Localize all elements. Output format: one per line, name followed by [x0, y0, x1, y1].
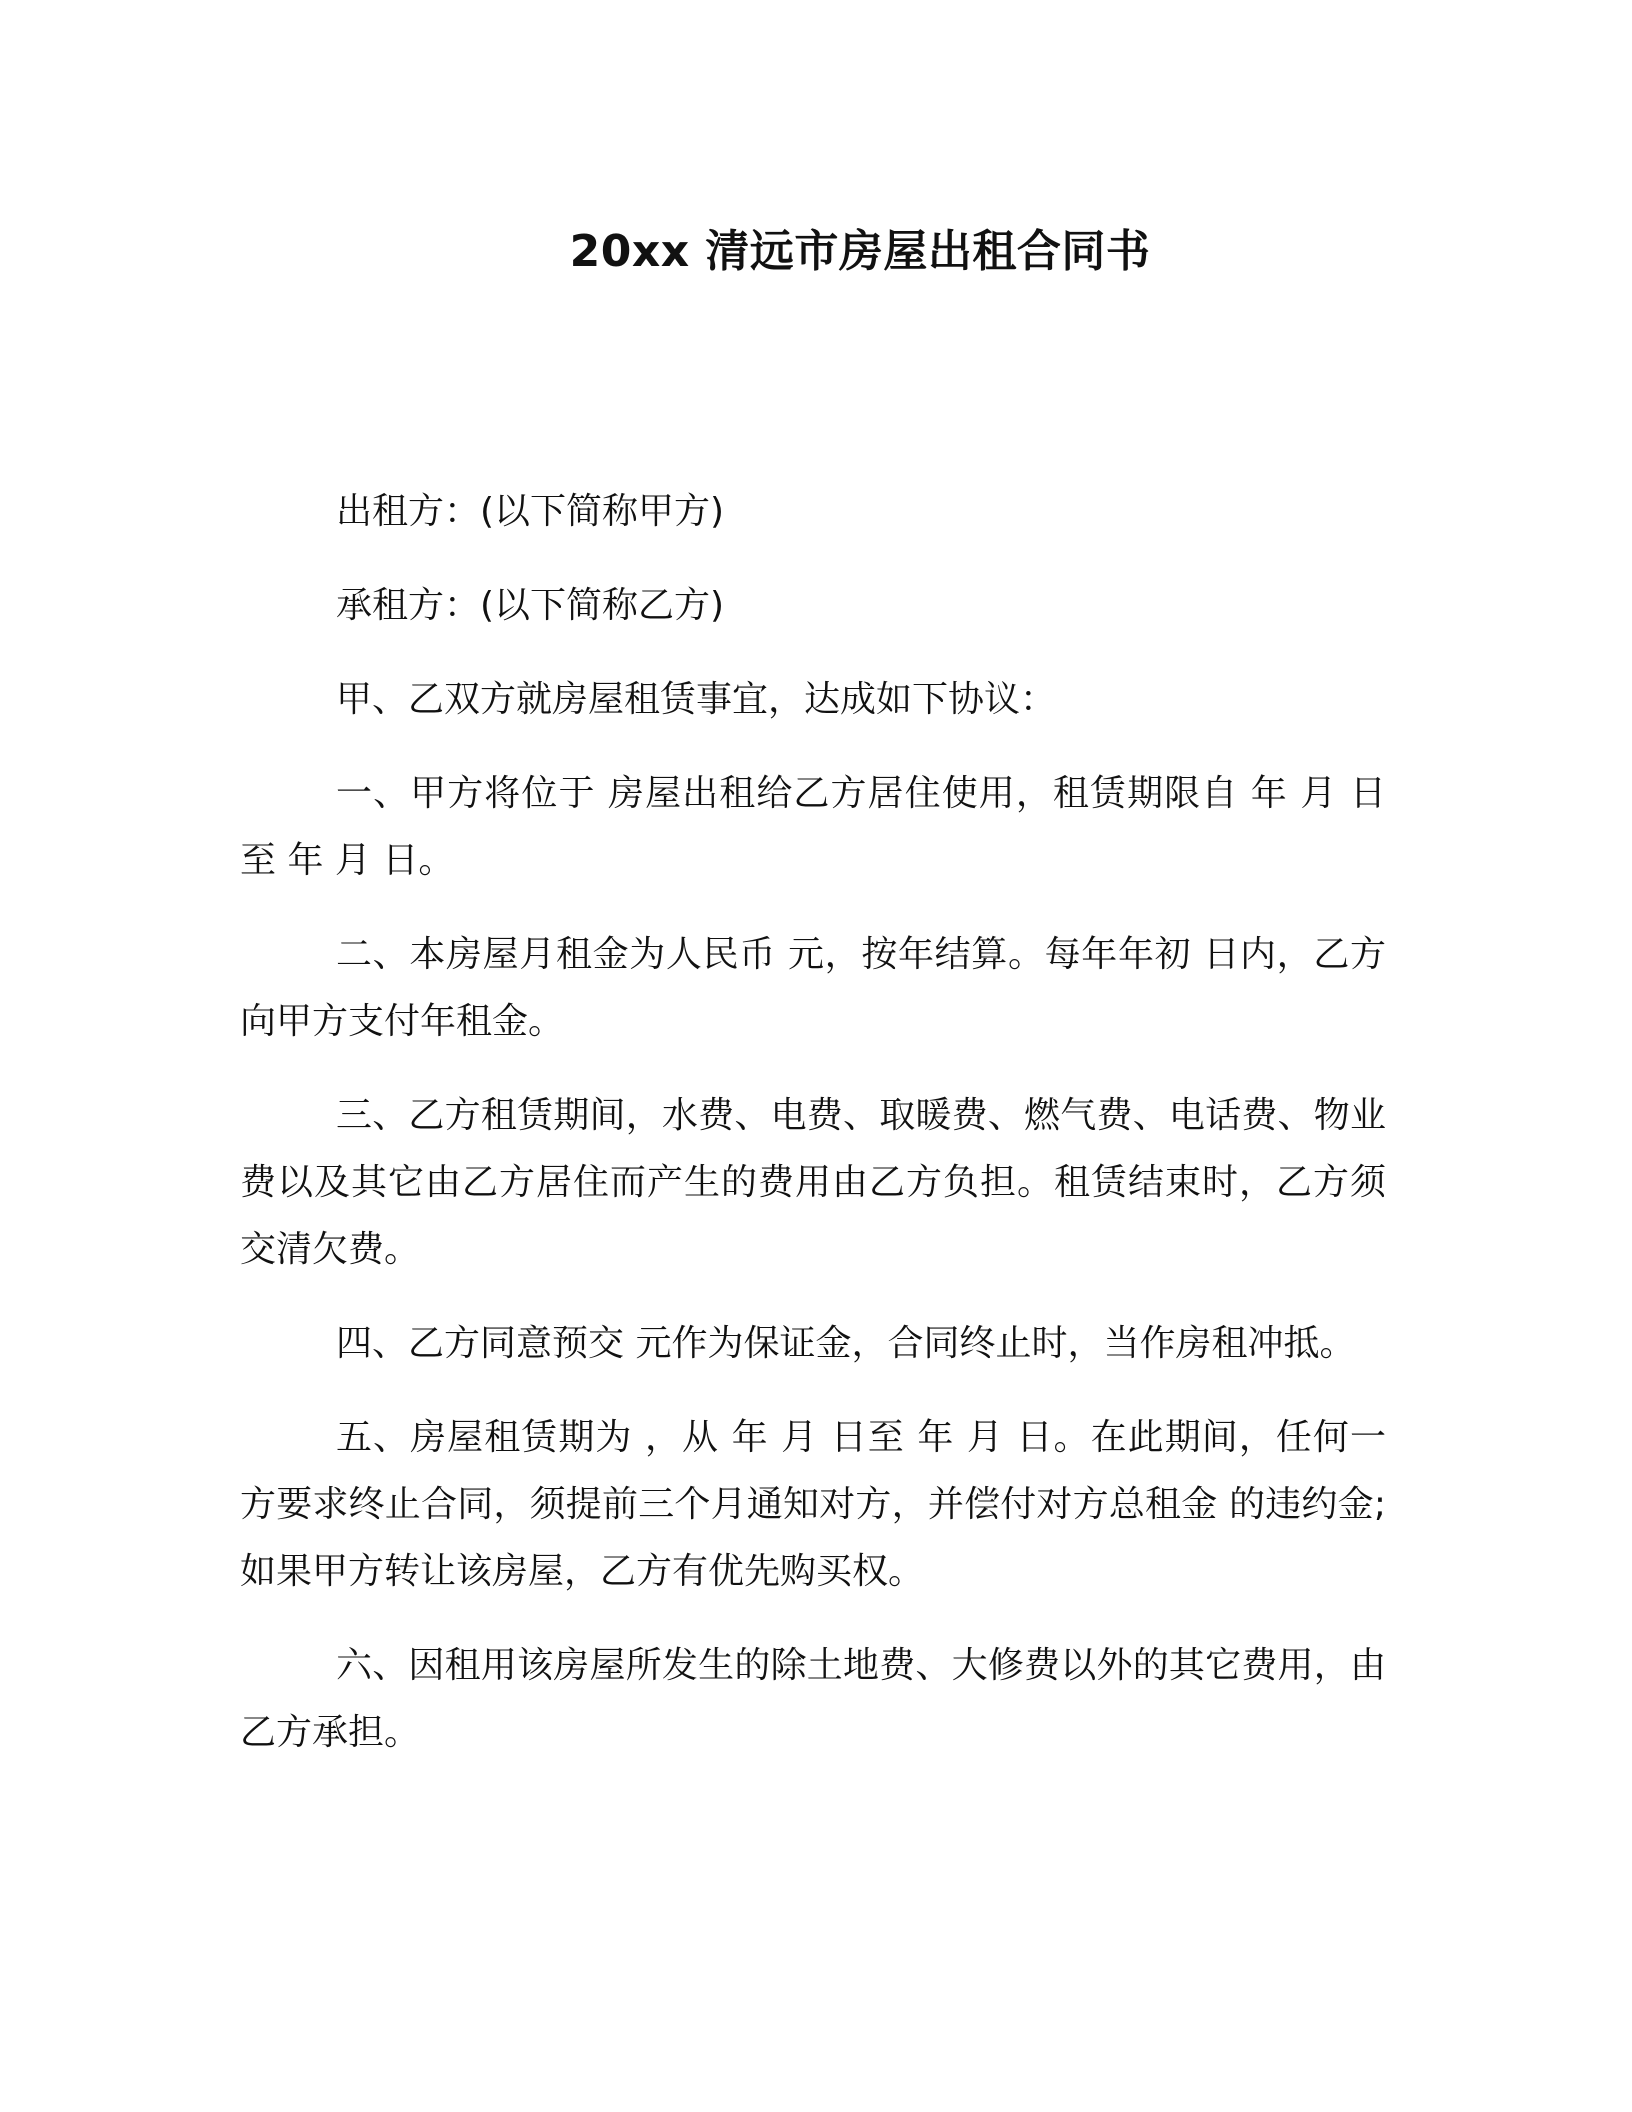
lessee-line: 承租方：(以下简称乙方) — [336, 585, 725, 626]
clause-4: 四、乙方同意预交 元作为保证金，合同终止时，当作房租冲抵。 — [336, 1323, 1356, 1364]
agreement-intro: 甲、乙双方就房屋租赁事宜，达成如下协议： — [336, 679, 1057, 720]
clause-1: 一、甲方将位于 房屋出租给乙方居住使用，租赁期限自 年 月 日至 年 月 日。 — [240, 773, 1386, 881]
clause-2: 二、本房屋月租金为人民币 元，按年结算。每年年初 日内，乙方向甲方支付年租金。 — [240, 934, 1386, 1042]
document-title: 20xx 清远市房屋出租合同书 — [569, 226, 1151, 277]
lessor-line: 出租方：(以下简称甲方) — [336, 491, 725, 532]
clause-6: 六、因租用该房屋所发生的除土地费、大修费以外的其它费用，由乙方承担。 — [240, 1645, 1386, 1753]
clause-3: 三、乙方租赁期间，水费、电费、取暖费、燃气费、电话费、物业费以及其它由乙方居住而产生的费用由乙方负担。租赁结束时，乙方须交清欠费。 — [240, 1095, 1386, 1270]
document-body — [240, 478, 1386, 1793]
clause-5: 五、房屋租赁期为 ，从 年 月 日至 年 月 日。在此期间，任何一方要求终止合同，须提前三个月通知对方，并偿付对方总租金 的违约金;如果甲方转让该房屋，乙方有优先购买权。 — [240, 1417, 1386, 1592]
